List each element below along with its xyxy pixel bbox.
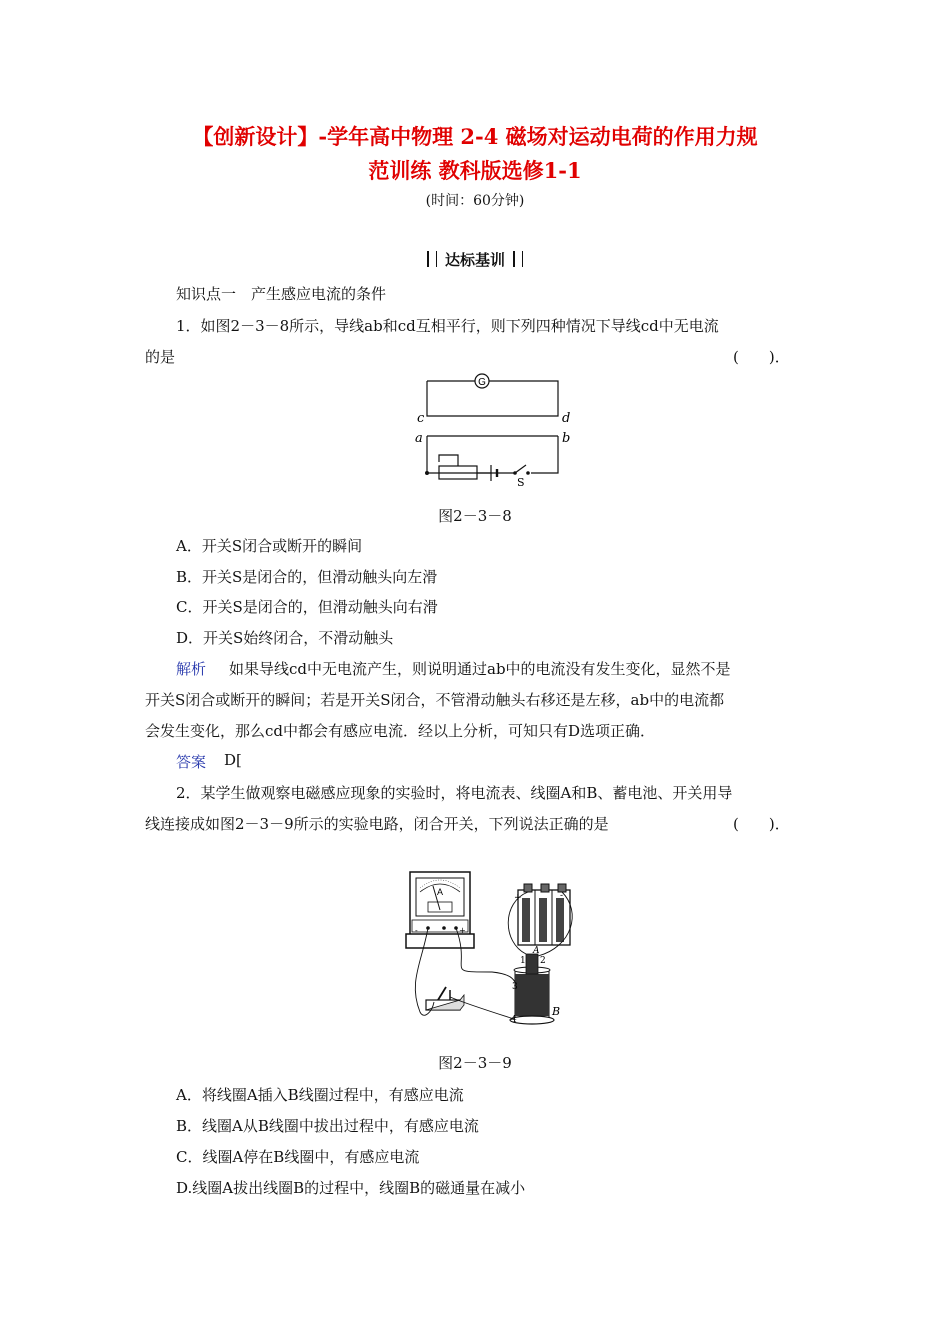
switch-contact-right <box>526 471 530 475</box>
q1-analysis-line-1: 如果导线cd中无电流产生，则说明通过ab中的电流没有发生变化，显然不是 <box>229 660 731 678</box>
q1-analysis-line-3: 会发生变化，那么cd中都会有感应电流．经以上分析，可知只有D选项正确． <box>145 722 656 740</box>
q1-answer-blank: ( )． <box>733 348 790 366</box>
q2-option-c: C．线圈A停在B线圈中，有感应电流 <box>176 1148 420 1166</box>
document-title-line-1: 【创新设计】-学年高中物理 2-4 磁场对运动电荷的作用力规 <box>192 124 758 149</box>
rheostat-slider <box>439 455 458 466</box>
q1-option-d: D．开关S始终闭合，不滑动触头 <box>176 629 394 647</box>
q2-figure-caption: 图2－3－9 <box>438 1054 512 1072</box>
q2-stem-line-2: 线连接成如图2－3－9所示的实验电路，闭合开关，下列说法正确的是 <box>145 815 609 833</box>
upper-circuit-wire <box>427 381 558 416</box>
q2-stem-line-1: 2．某学生做观察电磁感应现象的实验时，将电流表、线圈A和B、蓄电池、开关用导 <box>176 784 733 802</box>
terminal-4: 4 <box>511 1015 517 1025</box>
label-c: c <box>417 411 425 426</box>
label-d: d <box>562 411 571 426</box>
q1-option-c: C．开关S是闭合的，但滑动触头向右滑 <box>176 598 438 616</box>
section-heading <box>0 249 950 270</box>
q1-figure-caption: 图2－3－8 <box>438 507 512 525</box>
label-b: b <box>562 431 571 446</box>
section-bar-left-icon <box>427 251 437 267</box>
section-title: 达标基训 <box>444 251 505 269</box>
q2-option-d: D.线圈A拔出线圈B的过程中，线圈B的磁通量在减小 <box>176 1179 526 1197</box>
figure-2-3-9-apparatus <box>402 862 584 1032</box>
figure-2-3-8-circuit <box>405 368 585 488</box>
q1-option-a: A．开关S闭合或断开的瞬间 <box>176 537 363 555</box>
meter-minus: - <box>415 926 418 935</box>
q1-analysis-label: 解析 <box>176 660 207 678</box>
battery-minus: - <box>560 891 564 901</box>
q1-option-b: B．开关S是闭合的，但滑动触头向左滑 <box>176 568 438 586</box>
q1-answer-value: D[ <box>224 751 242 769</box>
coil-a <box>526 954 538 974</box>
switch-contact-left <box>513 471 517 475</box>
switch-lever <box>515 465 526 473</box>
knife-switch <box>426 987 464 1010</box>
knowledge-point-heading: 知识点一 产生感应电流的条件 <box>176 285 387 303</box>
label-switch-s: S <box>517 476 525 488</box>
coil-a-label: A <box>533 946 540 956</box>
meter-plus: + <box>459 926 466 935</box>
q2-answer-blank: ( )． <box>733 815 790 833</box>
q1-stem-line-2: 的是 <box>145 348 176 366</box>
q1-stem-line-1: 1．如图2－3－8所示，导线ab和cd互相平行，则下列四种情况下导线cd中无电流 <box>176 317 719 335</box>
time-limit: (时间：60分钟) <box>425 193 525 209</box>
q2-option-b: B．线圈A从B线圈中拔出过程中，有感应电流 <box>176 1117 479 1135</box>
lower-left-wire <box>427 436 497 473</box>
junction-dot <box>425 471 429 475</box>
coil-b-label: B <box>552 1005 561 1018</box>
ammeter <box>406 872 474 948</box>
terminal-2: 2 <box>540 956 546 966</box>
meter-label: A <box>437 887 444 897</box>
battery-plus: + <box>514 893 522 903</box>
document-title-line-2: 范训练 教科版选修1-1 <box>368 158 582 183</box>
section-bar-right-icon <box>513 251 523 267</box>
q2-option-a: A．将线圈A插入B线圈过程中，有感应电流 <box>176 1086 464 1104</box>
lower-right-wire <box>531 436 558 473</box>
terminal-3: 3 <box>512 982 518 992</box>
label-a: a <box>415 431 423 446</box>
terminal-1: 1 <box>520 956 526 966</box>
galvanometer-label: G <box>478 377 486 388</box>
q1-analysis-line-2: 开关S闭合或断开的瞬间；若是开关S闭合，不管滑动触头右移还是左移，ab中的电流都 <box>145 691 725 709</box>
q1-answer-label: 答案 <box>176 753 207 771</box>
